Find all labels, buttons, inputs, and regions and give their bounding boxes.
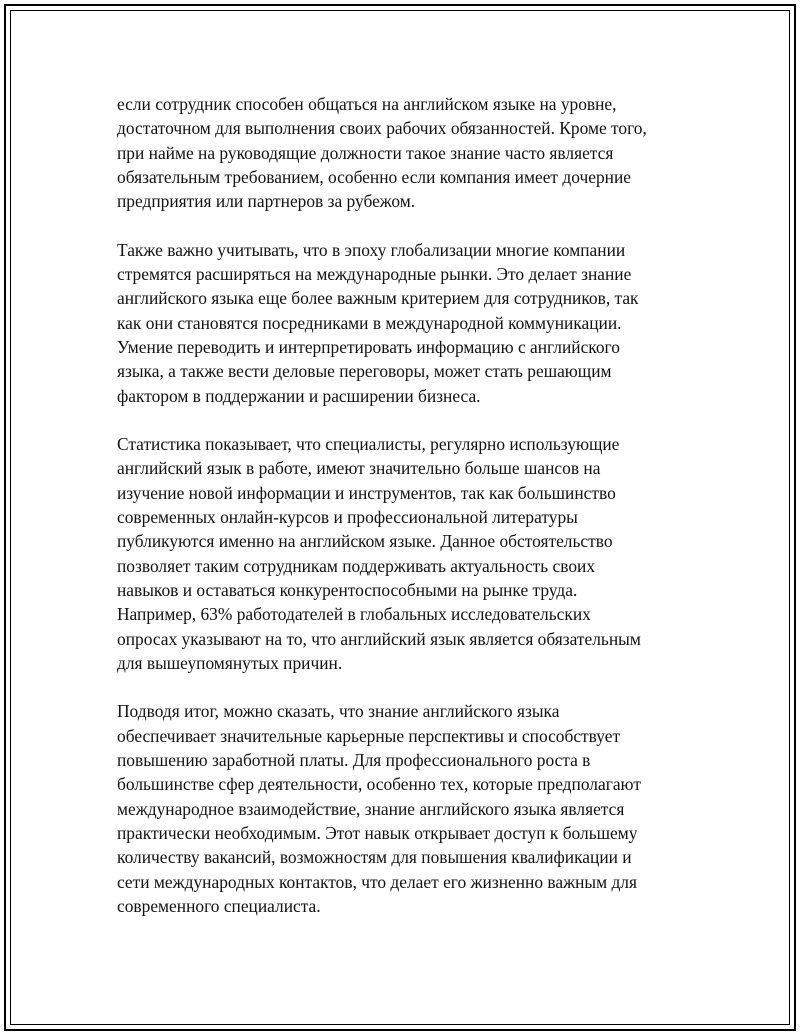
text-line: английский язык в работе, имеют значительно больше шансов на (117, 458, 601, 479)
text-line: позволяет таким сотрудникам поддерживать актуальность своих (117, 555, 596, 576)
paragraph-2 (117, 238, 697, 408)
text-line: опросах указывают на то, что английский язык является обязательным (117, 628, 641, 649)
text-line: если сотрудник способен общаться на английском языке на уровне, (117, 94, 617, 114)
text-line: публикуются именно на английском языке. Данное обстоятельство (117, 531, 613, 552)
text-line: Также важно учитывать, что в эпоху глобализации многие компании (117, 239, 626, 260)
document-body (117, 92, 697, 942)
text-line: фактором в поддержании и расширении бизнеса. (117, 385, 481, 406)
paragraph-1 (117, 92, 697, 213)
text-line: стремятся расширяться на международные рынки. Это делает знание (117, 264, 632, 285)
text-line: международное взаимодействие, знание английского языка является (117, 798, 625, 819)
text-line: современного специалиста. (117, 895, 321, 916)
text-line: языка, а также вести деловые переговоры, может стать решающим (117, 361, 612, 382)
text-line: Статистика показывает, что специалисты, регулярно использующие (117, 434, 620, 455)
text-line: Подводя итог, можно сказать, что знание английского языка (117, 701, 560, 722)
text-line: Например, 63% работодателей в глобальных исследовательских (117, 604, 591, 625)
text-line: количеству вакансий, возможностям для повышения квалификации и (117, 847, 632, 868)
text-line: обязательным требованием, особенно если компания имеет дочерние (117, 166, 631, 187)
paragraph-3 (117, 432, 697, 675)
text-line: навыков и оставаться конкурентоспособными на рынке труда. (117, 579, 578, 600)
text-line: Умение переводить и интерпретировать информацию с английского (117, 336, 620, 357)
text-line: для вышеупомянутых причин. (117, 652, 343, 673)
text-line: изучение новой информации и инструментов, так как большинство (117, 482, 616, 503)
text-line: английского языка еще более важным критерием для сотрудников, так (117, 288, 639, 309)
text-line: современных онлайн-курсов и профессиональной литературы (117, 507, 578, 528)
text-line: практически необходимым. Этот навык открывает доступ к большему (117, 822, 638, 843)
text-line: при найме на руководящие должности такое знание часто является (117, 142, 614, 163)
text-line: сети международных контактов, что делает его жизненно важным для (117, 871, 637, 892)
text-line: повышению заработной платы. Для профессионального роста в (117, 750, 591, 771)
text-line: предприятия или партнеров за рубежом. (117, 191, 416, 212)
text-line: большинстве сфер деятельности, особенно тех, которые предполагают (117, 774, 641, 795)
text-line: обеспечивает значительные карьерные перспективы и способствует (117, 725, 621, 746)
paragraph-4 (117, 699, 697, 918)
text-line: как они становятся посредниками в международной коммуникации. (117, 312, 622, 333)
text-line: достаточном для выполнения своих рабочих обязанностей. Кроме того, (117, 118, 647, 139)
